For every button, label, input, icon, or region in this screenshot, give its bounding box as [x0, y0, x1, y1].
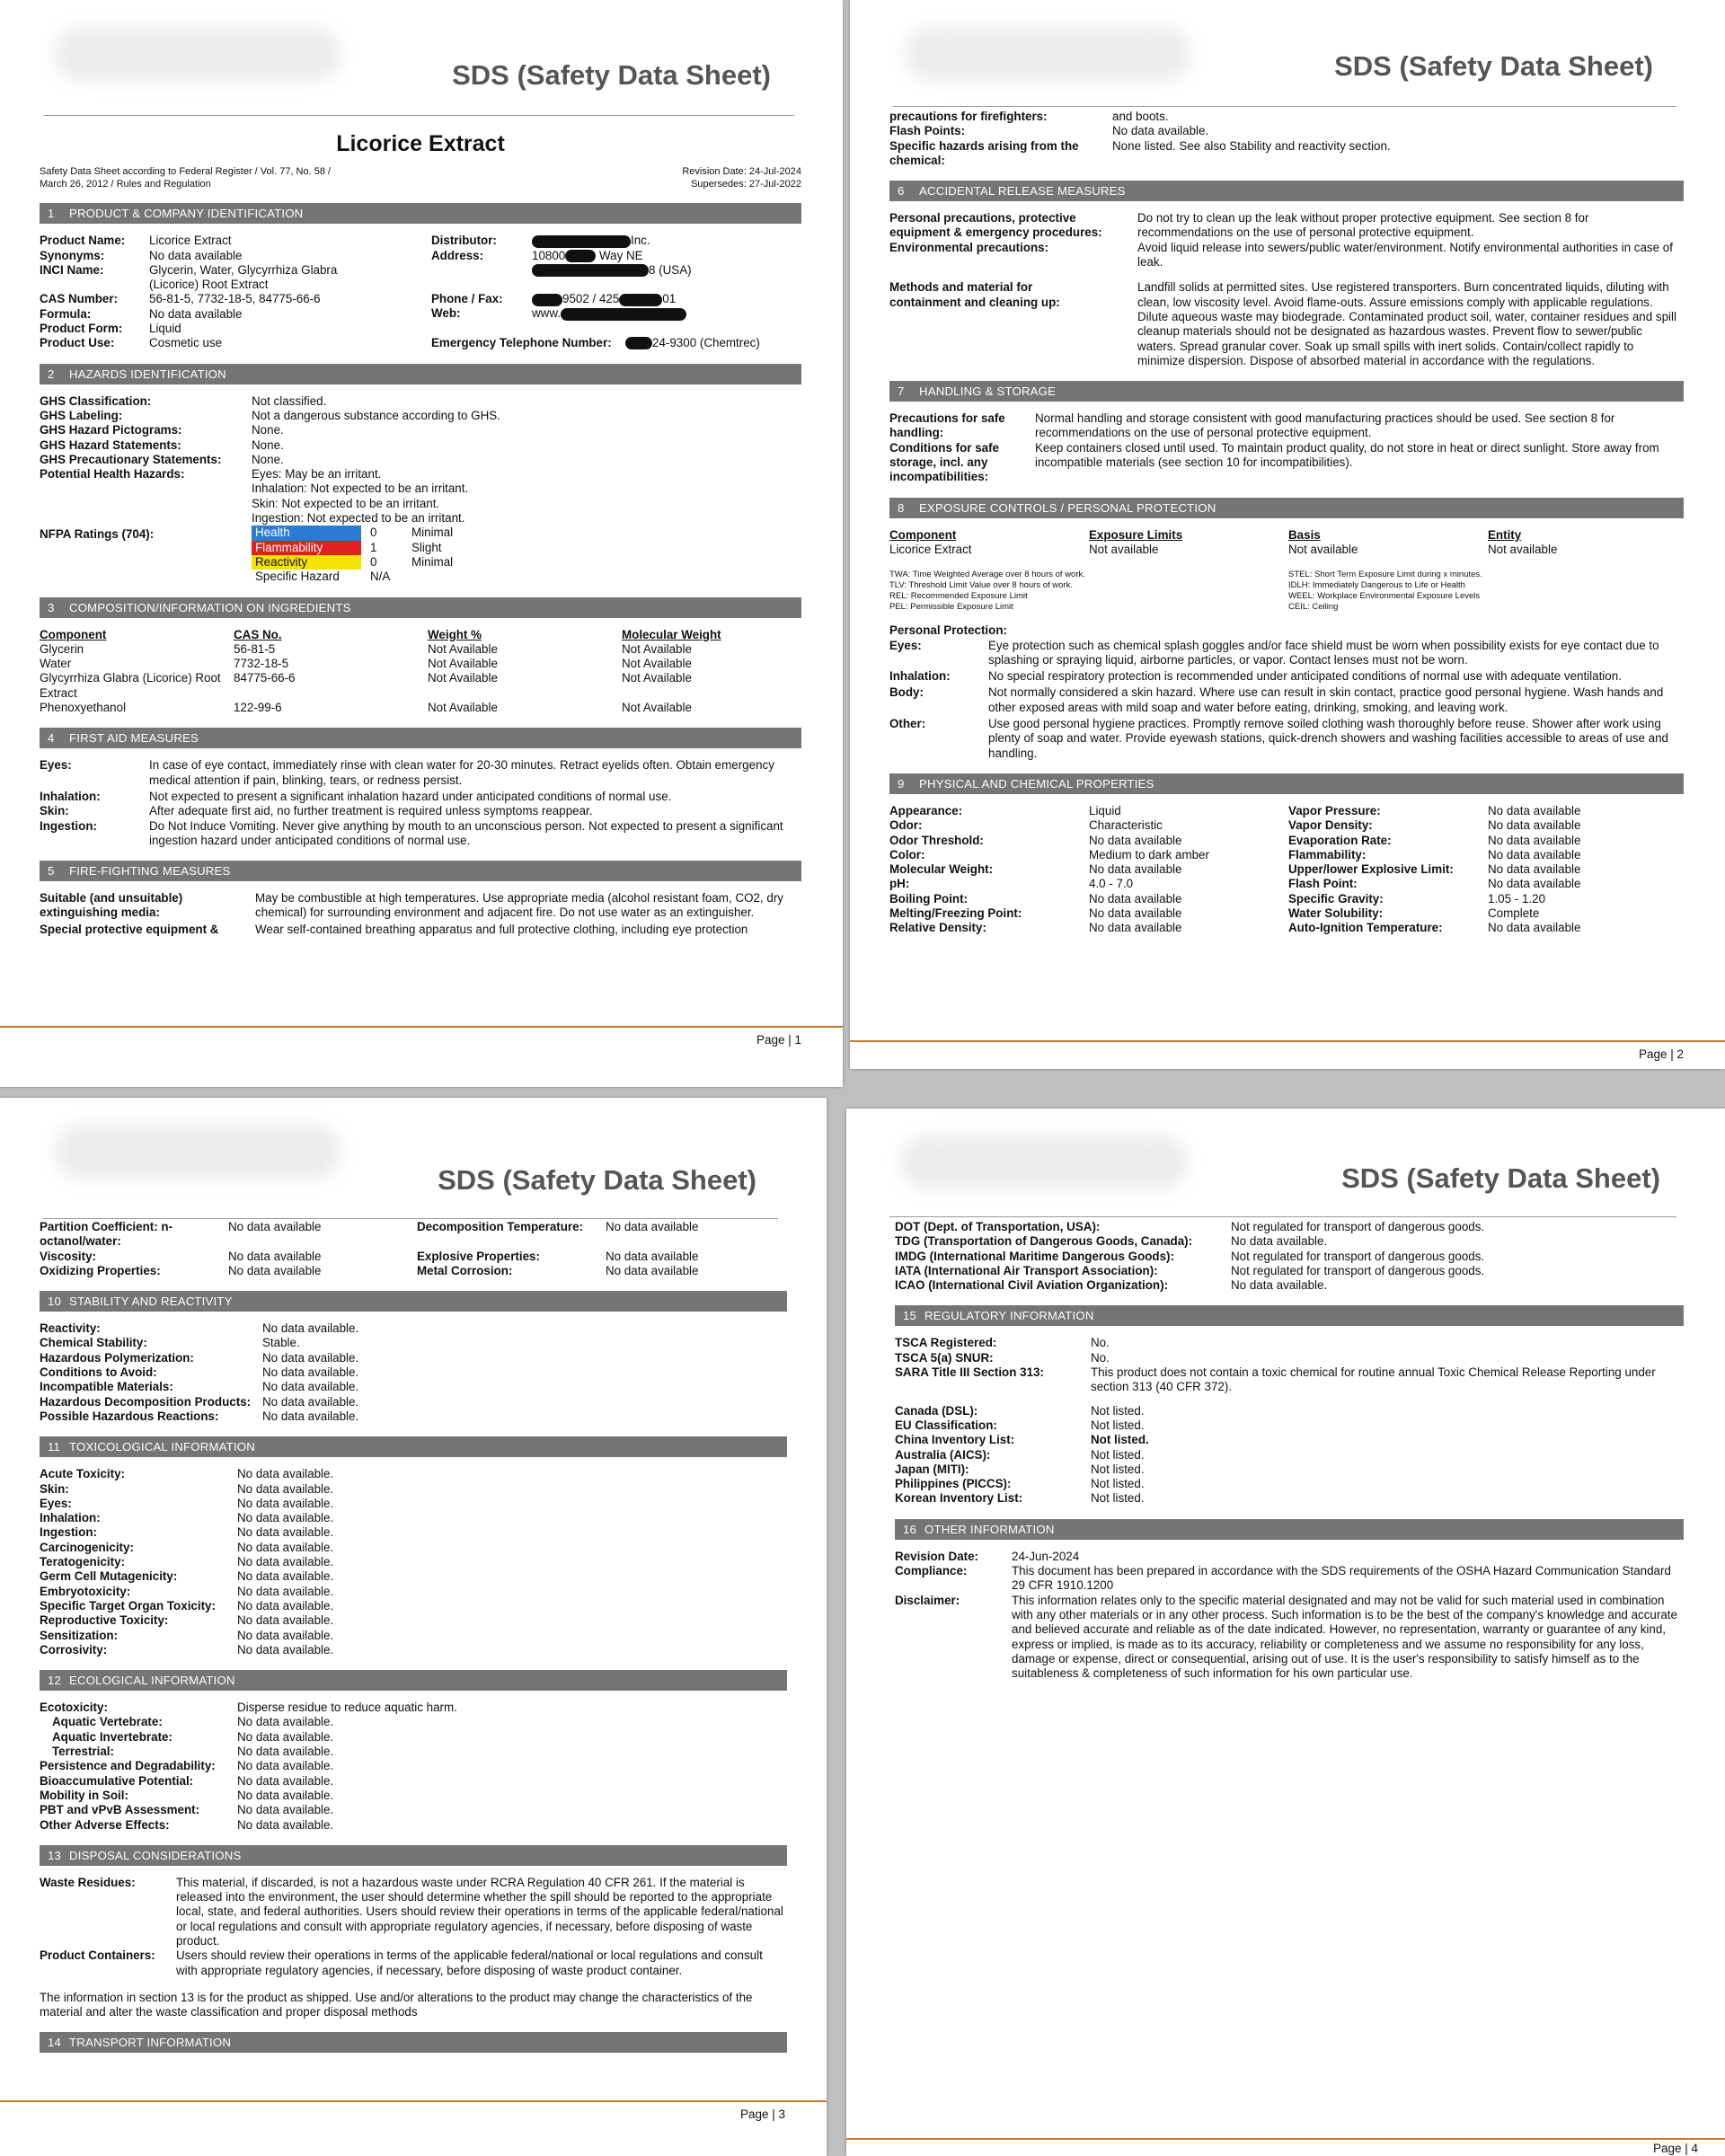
- distributor-info: Distributor: Inc. Address: 10800 Way NE 8 (USA) Phone / Fax: 9502 / 425 01 Web: www. Emergency Telephone Number: 24-9300 (Chemtrec): [431, 234, 760, 349]
- footer-rule: [0, 2100, 827, 2102]
- section-16-body: Revision Date: 24-Jun-2024 Compliance: This document has been prepared in accordance with the SDS requirements of the OSHA Hazard Communication Standard 29 CFR 1910.1200 Disclaimer: This information relates only to the specific material designated and may not be valid for such material used in combination with any other materials or in any other process. Such information is to be the best of the company's knowledge and accurate and believed accurate and reliable as of the date indicated. However, no representation, warranty or guarantee of any kind, express or implied, is made as to its accuracy, reliability or completeness and we assume no responsibility for any loss, damage or expense, direct or consequential, arising out of use. It is the user's responsibility to satisfy himself as to the suitableness & completeness of such information for his own particular use.: [895, 1549, 1677, 1681]
- redaction-mark: [619, 294, 662, 306]
- redaction-mark: [561, 308, 686, 321]
- redaction-mark: [532, 264, 649, 277]
- company-logo-blurred: [54, 27, 341, 81]
- footer-rule: [0, 1026, 843, 1028]
- header-rule: [893, 106, 1676, 107]
- section-4-body: Eyes: In case of eye contact, immediately rinse with clean water for 20-30 minutes. Retract eyelids often. Obtain emergency medical attention if pain, blinking, tears, or redness persist. Inhalation: Not expected to present a significant inhalation hazard under anticipated conditions of normal use. Skin: After adequate first aid, no further treatment is required unless symptoms reappear. Ingestion: Do Not Induce Vomiting. Never give anything by mouth to an unconscious person. Not expected to present a significant ingestion hazard under anticipated conditions of normal use.: [40, 758, 783, 847]
- section-header-9: 9 PHYSICAL AND CHEMICAL PROPERTIES: [889, 773, 1684, 794]
- kv-row: Synonyms: No data available: [40, 248, 243, 262]
- page-number: Page | 2: [1638, 1047, 1684, 1061]
- section-header-4: 4 FIRST AID MEASURES: [40, 728, 801, 748]
- section-7-body: Precautions for safe handling: Normal handling and storage consistent with good manufacturing practices should be used. See section 8 for recommendations on the use of personal protective equipment. Conditions for safe storage, incl. any incompatibilities: Keep containers closed until used. To maintain product quality, do not store in heat or direct sunlight. Store away from incompatible materials (see section 10 for incompatibilities).: [889, 411, 1659, 484]
- header-rule: [43, 115, 794, 116]
- nfpa-flammability-label: Flammability: [252, 541, 361, 555]
- redaction-mark: [625, 337, 652, 349]
- personal-protection-title: Personal Protection:: [889, 623, 1007, 638]
- physical-properties-table: Appearance: Liquid Vapor Pressure: No data available Odor: Characteristic Vapor Density: No data available Odor Threshold: No data available Evaporation Rate: No data available Color: Medium to dark amber Flammability: No data available Molecular Weight: No data available Upper/lower Explosive Limit: No data available pH: 4.0 - 7.0 Flash Point: No data available Boiling Point: No data available Specific Gravity: 1.05 - 1.20 Melting/Freezing Point: No data available Water Solubility: Complete Relative Density: No data available Auto-Ignition Temperature: No data available: [889, 803, 1581, 935]
- section-header-6: 6 ACCIDENTAL RELEASE MEASURES: [889, 181, 1684, 201]
- exposure-limits-table: Component Exposure Limits Basis Entity Licorice Extract Not available Not available Not available: [889, 527, 1558, 556]
- page-4-content: [895, 1220, 1684, 1681]
- section-header-13: 13 DISPOSAL CONSIDERATIONS: [40, 1845, 787, 1866]
- product-identification-list: [40, 234, 431, 350]
- page-header-title: SDS (Safety Data Sheet): [1334, 50, 1653, 82]
- kv-row: CAS Number: 56-81-5, 7732-18-5, 84775-66-6: [40, 292, 321, 306]
- section-header-12: 12 ECOLOGICAL INFORMATION: [40, 1670, 787, 1691]
- potential-health-hazards: Potential Health Hazards: Eyes: May be an irritant. Inhalation: Not expected to be an irritant. Skin: Not expected to be an irritant. Ingestion: Not expected to be an irritant.: [40, 467, 469, 526]
- section-6-body: Personal precautions, protective equipment & emergency procedures: Do not try to clean up the leak without proper protective equipment. See section 8 for recommendations on the use of personal protective equipment. Environmental precautions: Avoid liquid release into sewers/public water/environment. Notify environmental authorities in case of leak. Methods and material for containment and cleaning up: Landfill solids at permitted sites. Use registered transporters. Burn concentrated liquids, diluting with clean, low viscosity level. Avoid flame-outs. Assure emissions comply with applicable regulations. Dilute aqueous waste may biodegrade. Contaminated product soil, water, container residues and spill cleanup materials should not be designated as hazardous wastes. Prevent flow to sewer/public waters. Spread granular cover. Soak up small spills with inert solids. Contain/collect rapidly to minimize dispersion. Dispose of absorbed material in accordance with the regulations.: [889, 211, 1676, 367]
- fire-fighting-continued: precautions for firefighters: and boots. Flash Points: No data available. Specific hazards arising from the chemical: None listed. See also Stability and reactivity section.: [889, 110, 1391, 167]
- transport-information-list: DOT (Dept. of Transportation, USA): Not regulated for transport of dangerous goods. TDG (Transportation of Dangerous Goods, Canada): No data available. IMDG (International Maritime Dangerous Goods): Not regulated for transport of dangerous goods. IATA (International Air Transport Association): Not regulated for transport of dangerous goods. ICAO (International Civil Aviation Organization): No data available.: [895, 1220, 1485, 1293]
- company-logo-blurred: [54, 1125, 341, 1179]
- section-1-body: [40, 234, 801, 350]
- page-header-title: SDS (Safety Data Sheet): [452, 59, 771, 91]
- redaction-mark: [532, 235, 631, 248]
- company-logo-blurred: [904, 27, 1191, 81]
- composition-table: Component CAS No. Weight % Molecular Weight Glycerin 56-81-5 Not Available Not Available Water 7732-18-5 Not Available Not Available Glycyrrhiza Glabra (Licorice) Root Extract 84775-66-6 Not Available Not Available Phenoxyethanol 122-99-6 Not Available Not Available: [40, 627, 721, 715]
- section-2-body: GHS Classification: Not classified. GHS Labeling: Not a dangerous substance according to GHS. GHS Hazard Pictograms: None. GHS Hazard Statements: None. GHS Precautionary Statements: None. Potential Health Hazards: Eyes: May be an irritant. Inhalation: Not expected to be an irritant. Skin: Not expected to be an irritant. Ingestion: Not expected to be an irritant. NFPA Ratings (704): Health 0 Minimal Flammability 1 Slight Reactivity 0 Minimal Specific Hazard N/A: [40, 394, 801, 585]
- sds-page-2: [850, 0, 1725, 1069]
- section-header-7: 7 HANDLING & STORAGE: [889, 381, 1684, 402]
- page-1-content: [40, 117, 801, 937]
- product-title: Licorice Extract: [336, 131, 505, 156]
- section-header-5: 5 FIRE-FIGHTING MEASURES: [40, 861, 801, 881]
- personal-protection-list: Eyes: Eye protection such as chemical splash goggles and/or face shield must be worn when possibility exists for eye contact due to splashing or spraying liquid, airborne particles, or vapor. Contact lenses must not be worn. Inhalation: No special respiratory protection is recommended under anticipated conditions of normal use with adequate ventilation. Body: Not normally considered a skin hazard. Where use can result in skin contact, practice good personal hygiene. Wash hands and other exposed areas with mild soap and water before eating, drinking, smoking, and leaving work. Other: Use good personal hygiene practices. Promptly remove soiled clothing wash thoroughly before reuse. Shower after work using plenty of soap and water. Provide eyewash stations, quick-drench showers and washing facilities accessible to areas of use and handling.: [889, 638, 1668, 760]
- section-10-body: Reactivity: No data available. Chemical Stability: Stable. Hazardous Polymerization: No data available. Conditions to Avoid: No data available. Incompatible Materials: No data available. Hazardous Decomposition Products: No data available. Possible Hazardous Reactions: No data available.: [40, 1321, 359, 1423]
- nfpa-reactivity-label: Reactivity: [252, 555, 361, 570]
- redaction-mark: [532, 294, 562, 306]
- section-header-16: 16 OTHER INFORMATION: [895, 1519, 1684, 1540]
- section-header-14: 14 TRANSPORT INFORMATION: [40, 2032, 787, 2053]
- company-logo-blurred: [900, 1135, 1188, 1189]
- page-number: Page | 4: [1652, 2142, 1698, 2155]
- footer-rule: [850, 1040, 1725, 1042]
- section-header-15: 15 REGULATORY INFORMATION: [895, 1305, 1684, 1326]
- page-2-content: [889, 110, 1684, 936]
- section-header-2: 2 HAZARDS IDENTIFICATION: [40, 364, 801, 384]
- nfpa-ratings: NFPA Ratings (704): Health 0 Minimal Flammability 1 Slight Reactivity 0 Minimal Specific Hazard N/A: [40, 526, 801, 584]
- sds-page-3: [0, 1098, 827, 2156]
- section-header-8: 8 EXPOSURE CONTROLS / PERSONAL PROTECTION: [889, 498, 1684, 518]
- section-header-1: 1 PRODUCT & COMPANY IDENTIFICATION: [40, 203, 801, 224]
- nfpa-health-label: Health: [252, 526, 361, 540]
- section-5-body: Suitable (and unsuitable) extinguishing media: May be combustible at high temperatures. Use appropriate media (alcohol resistant foam, CO2, dry chemical) for surrounding environment and adjacent fire. Do not use water as an extinguisher. Special protective equipment & Wear self-contained breathing apparatus and full protective clothing, including eye protection: [40, 891, 783, 936]
- kv-row: Product Form: Liquid: [40, 322, 181, 336]
- physical-properties-continued: Partition Coefficient: n-octanol/water: No data available Decomposition Temperature: No data available Viscosity: No data available Explosive Properties: No data available Oxidizing Properties: No data available Metal Corrosion: No data available: [40, 1220, 699, 1277]
- section-header-11: 11 TOXICOLOGICAL INFORMATION: [40, 1436, 787, 1457]
- footer-rule: [846, 2138, 1725, 2140]
- section-11-body: Acute Toxicity: No data available. Skin: No data available. Eyes: No data available. Inhalation: No data available. Ingestion: No data available. Carcinogenicity: No data available. Teratogenicity: No data available. Germ Cell Mutagenicity: No data available. Embryotoxicity: No data available. Specific Target Organ Toxicity: No data available. Reproductive Toxicity: No data available. Sensitization: No data available. Corrosivity: No data available.: [40, 1467, 334, 1657]
- kv-row: INCI Name: Glycerin, Water, Glycyrrhiza Glabra (Licorice) Root Extract: [40, 262, 338, 292]
- kv-row: Product Use: Cosmetic use: [40, 336, 223, 350]
- header-rule: [889, 1216, 1676, 1217]
- section-13-body: Waste Residues: This material, if discarded, is not a hazardous waste under RCRA Regulation 40 CFR 261. If the material is released into the environment, the user should determine whether the spill should be reported to the appropriate local, state, and federal authorities. Users should review their operations in terms of the applicable federal/national or local regulations and consult with appropriate regulatory agencies, if necessary, before disposing of waste product. Product Containers: Users should review their operations in terms of the applicable federal/national or local regulations and consult with appropriate regulatory agencies, if necessary, before disposing of waste product container. The information in section 13 is for the product as shipped. Use and/or alterations to the product may change the characteristics of the material and alter the waste classification and proper disposal methods: [40, 1876, 787, 2020]
- nfpa-specific-hazard-label: Specific Hazard: [255, 570, 340, 584]
- page-number: Page | 1: [756, 1033, 801, 1047]
- section-header-3: 3 COMPOSITION/INFORMATION ON INGREDIENTS: [40, 597, 801, 618]
- kv-row: Product Name: Licorice Extract: [40, 234, 232, 248]
- page-header-title: SDS (Safety Data Sheet): [1341, 1162, 1660, 1194]
- sds-page-4: [846, 1109, 1725, 2156]
- page-header-title: SDS (Safety Data Sheet): [438, 1164, 756, 1196]
- exposure-abbreviations: TWA: Time Weighted Average over 8 hours of work. TLV: Threshold Limit Value over 8 hours of work. REL: Recommended Exposure Limit PEL: Permissible Exposure Limit STEL: Short Term Exposure Limit during x minutes. IDLH: Immediately Dangerous to Life or Health WEEL: Workplace Environmental Exposure Levels CEIL: Ceiling: [889, 570, 1482, 613]
- regulation-meta: [40, 165, 801, 190]
- disposal-note: The information in section 13 is for the product as shipped. Use and/or alterations to the product may change the characteristics of the material and alter the waste classification and proper disposal methods: [40, 1990, 753, 2019]
- revision-info: Revision Date: 24-Jul-2024 Supersedes: 27-Jul-2022: [682, 166, 801, 190]
- kv-row: Formula: No data available: [40, 306, 243, 321]
- redaction-mark: [565, 250, 596, 262]
- nfpa-table: Health 0 Minimal Flammability 1 Slight Reactivity 0 Minimal Specific Hazard N/A: [252, 526, 519, 584]
- sds-page-1: [0, 0, 843, 1087]
- section-12-body: Ecotoxicity: Disperse residue to reduce aquatic harm. Aquatic Vertebrate: No data available. Aquatic Invertebrate: No data available. Terrestrial: No data available. Persistence and Degradability: No data available. Bioaccumulative Potential: No data available. Mobility in Soil: No data available. PBT and vPvB Assessment: No data available. Other Adverse Effects: No data available.: [40, 1701, 457, 1832]
- section-15-body: TSCA Registered: No. TSCA 5(a) SNUR: No. SARA Title III Section 313: This product does not contain a toxic chemical for routine annual Toxic Chemical Release Reporting under section 313 (40 CFR 372). Canada (DSL): Not listed. EU Classification: Not listed. China Inventory List: Not listed. Australia (AICS): Not listed. Japan (MITI): Not listed. Philippines (PICCS): Not listed. Korean Inventory List: Not listed.: [895, 1336, 1656, 1506]
- header-rule: [43, 1218, 778, 1219]
- regulation-note: Safety Data Sheet according to Federal Register / Vol. 77, No. 58 / March 26, 2012 / Rules and Regulation: [40, 166, 332, 190]
- page-3-content: [40, 1220, 787, 2063]
- section-header-10: 10 STABILITY AND REACTIVITY: [40, 1291, 787, 1312]
- page-number: Page | 3: [739, 2107, 785, 2121]
